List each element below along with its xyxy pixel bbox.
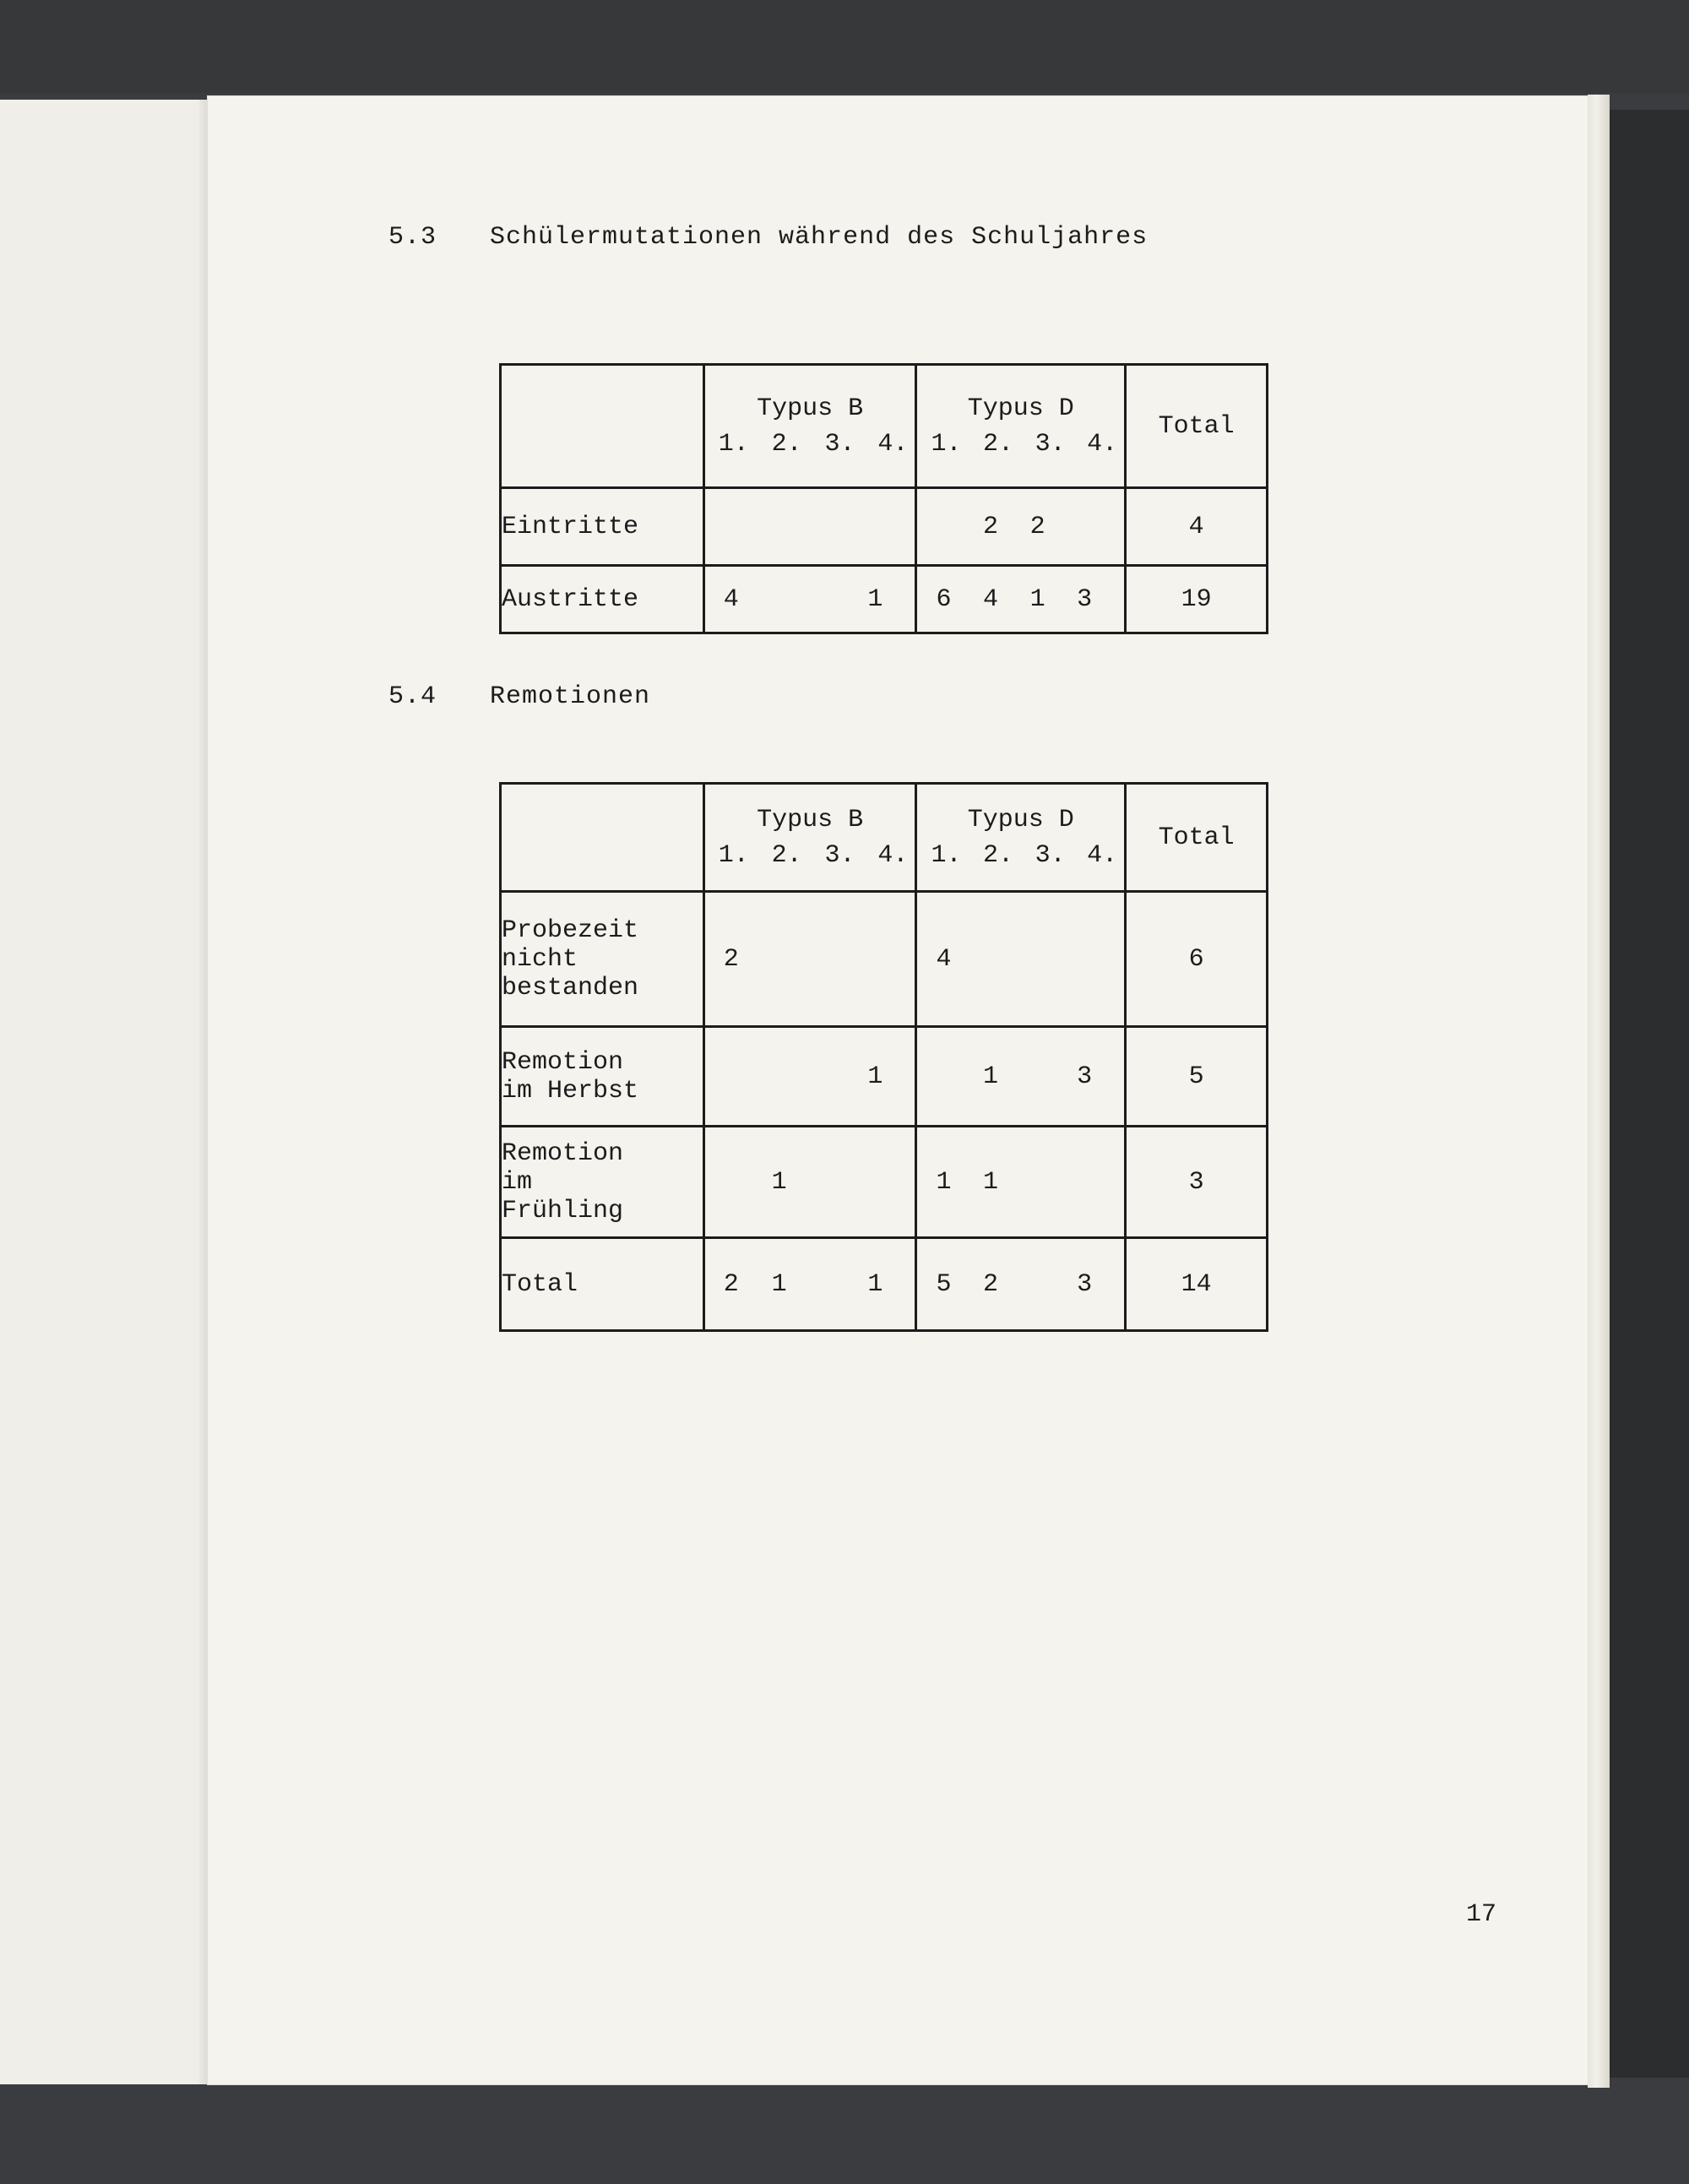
section-title: Schülermutationen während des Schuljahres — [490, 223, 1149, 252]
table-row: Probezeit nicht bestanden 2 4 6 — [501, 892, 1268, 1027]
facing-page-left — [0, 100, 211, 2084]
section-title: Remotionen — [490, 682, 651, 711]
row-label-probezeit: Probezeit nicht bestanden — [501, 892, 704, 1027]
row-total: 3 — [1126, 1127, 1268, 1238]
book-spine — [1610, 110, 1689, 2078]
page-edge — [1588, 95, 1610, 2088]
table-row: Remotion im Frühling 1 1 1 3 — [501, 1127, 1268, 1238]
row-label-eintritte: Eintritte — [501, 488, 704, 566]
group-header-typus-d: Typus D 1. 2. 3. 4. — [916, 784, 1126, 892]
corner-cell — [501, 784, 704, 892]
table-header-row — [501, 784, 1268, 892]
group-header-typus-b: Typus B 1. 2. 3. 4. — [703, 784, 916, 892]
table-row: Total 2 1 1 5 2 3 14 — [501, 1238, 1268, 1331]
table-row: Austritte 4 1 6 4 1 3 19 — [501, 566, 1268, 633]
section-number: 5.4 — [388, 682, 437, 711]
total-header: Total — [1126, 784, 1268, 892]
table-row: Remotion im Herbst 1 1 3 5 — [501, 1027, 1268, 1127]
row-label-remotion-herbst: Remotion im Herbst — [501, 1027, 704, 1127]
row-total: 6 — [1126, 892, 1268, 1027]
group-header-typus-d: Typus D 1. 2. 3. 4. — [916, 365, 1126, 488]
row-label-total: Total — [501, 1238, 704, 1331]
table-header-row — [501, 365, 1268, 488]
scanner-background-top — [0, 0, 1689, 93]
row-total: 5 — [1126, 1027, 1268, 1127]
table-schuelermutationen — [499, 363, 1268, 634]
row-label-austritte: Austritte — [501, 566, 704, 633]
table-remotionen — [499, 782, 1268, 1332]
row-total: 4 — [1126, 488, 1268, 566]
row-total: 19 — [1126, 566, 1268, 633]
corner-cell — [501, 365, 704, 488]
section-number: 5.3 — [388, 223, 437, 252]
page-number: 17 — [1466, 1900, 1497, 1929]
row-label-remotion-fruehling: Remotion im Frühling — [501, 1127, 704, 1238]
row-total: 14 — [1126, 1238, 1268, 1331]
group-header-typus-b: Typus B 1. 2. 3. 4. — [703, 365, 916, 488]
total-header: Total — [1126, 365, 1268, 488]
table-row: Eintritte 2 2 4 — [501, 488, 1268, 566]
